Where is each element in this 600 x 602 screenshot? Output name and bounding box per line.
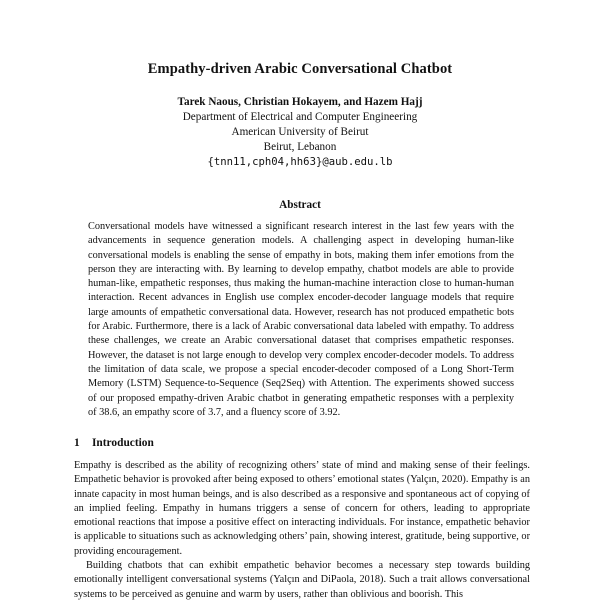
intro-paragraph-1: Empathy is described as the ability of recognizing others’ state of mind and making sense of their feelings. Empathetic behavior is provoked after being exposed to others’ emotional states (Yalçın, 2020). Empathy is an innate capacity in most human beings, and is also described as a responsive and spontaneous act of copying of an implied feeling. Empathy in humans triggers a sense of concern for others, leading to appropriate emotional reactions that impose a positive effect on interacting individuals. For instance, empathetic behavior is applicable to situations such as acknowledging others’ pain, showing interest, gratitude, being supportive, or providing encouragement. [74, 460, 530, 557]
affiliation-university: American University of Beirut [231, 126, 369, 138]
paper-title: Empathy-driven Arabic Conversational Chatbot [147, 61, 453, 77]
affiliation-department: Department of Electrical and Computer Engineering [182, 111, 418, 123]
abstract-heading: Abstract [279, 199, 321, 211]
section-title: Introduction [92, 437, 154, 449]
section-number: 1 [74, 437, 80, 449]
author-block [0, 95, 600, 170]
author-email: {tnn11,cph04,hh63}@aub.edu.lb [207, 156, 393, 168]
affiliation-location: Beirut, Lebanon [263, 141, 337, 153]
section-body [74, 459, 530, 602]
intro-paragraph-2: Building chatbots that can exhibit empathetic behavior becomes a necessary step towards building emotionally intelligent conversational systems (Yalçın and DiPaola, 2018). Such a trait allows conversational systems to be perceived as genuine and warm by users, rather than oblivious and boorish. This [74, 560, 530, 600]
author-names: Tarek Naous, Christian Hokayem, and Hazem Hajj [177, 96, 423, 108]
abstract-text: Conversational models have witnessed a significant research interest in the last few years with the advancements in sequence generation models. A challenging aspect in developing human-like conversational models is enabling the sense of empathy in bots, making them infer emotions from the person they are interacting with. By learning to develop empathy, chatbot models are able to provide human-like, empathetic responses, thus making the human-machine interaction close to human-human interaction. Recent advances in English use complex encoder-decoder language models that require large amounts of empathetic conversational data. However, research has not produced empathetic bots for Arabic. Furthermore, there is a lack of Arabic conversational data labeled with empathy. To address these challenges, we create an Arabic conversational dataset that comprises empathetic responses. However, the dataset is not large enough to develop very complex encoder-decoder models. To address the limitation of data scale, we propose a special encoder-decoder composed of a Long Short-Term Memory (LSTM) Sequence-to-Sequence (Seq2Seq) with Attention. The experiments showed success of our proposed empathy-driven Arabic chatbot in generating empathetic responses with a perplexity of 38.6, an empathy score of 3.7, and a fluency score of 3.92. [88, 221, 514, 418]
section-heading [74, 437, 154, 449]
